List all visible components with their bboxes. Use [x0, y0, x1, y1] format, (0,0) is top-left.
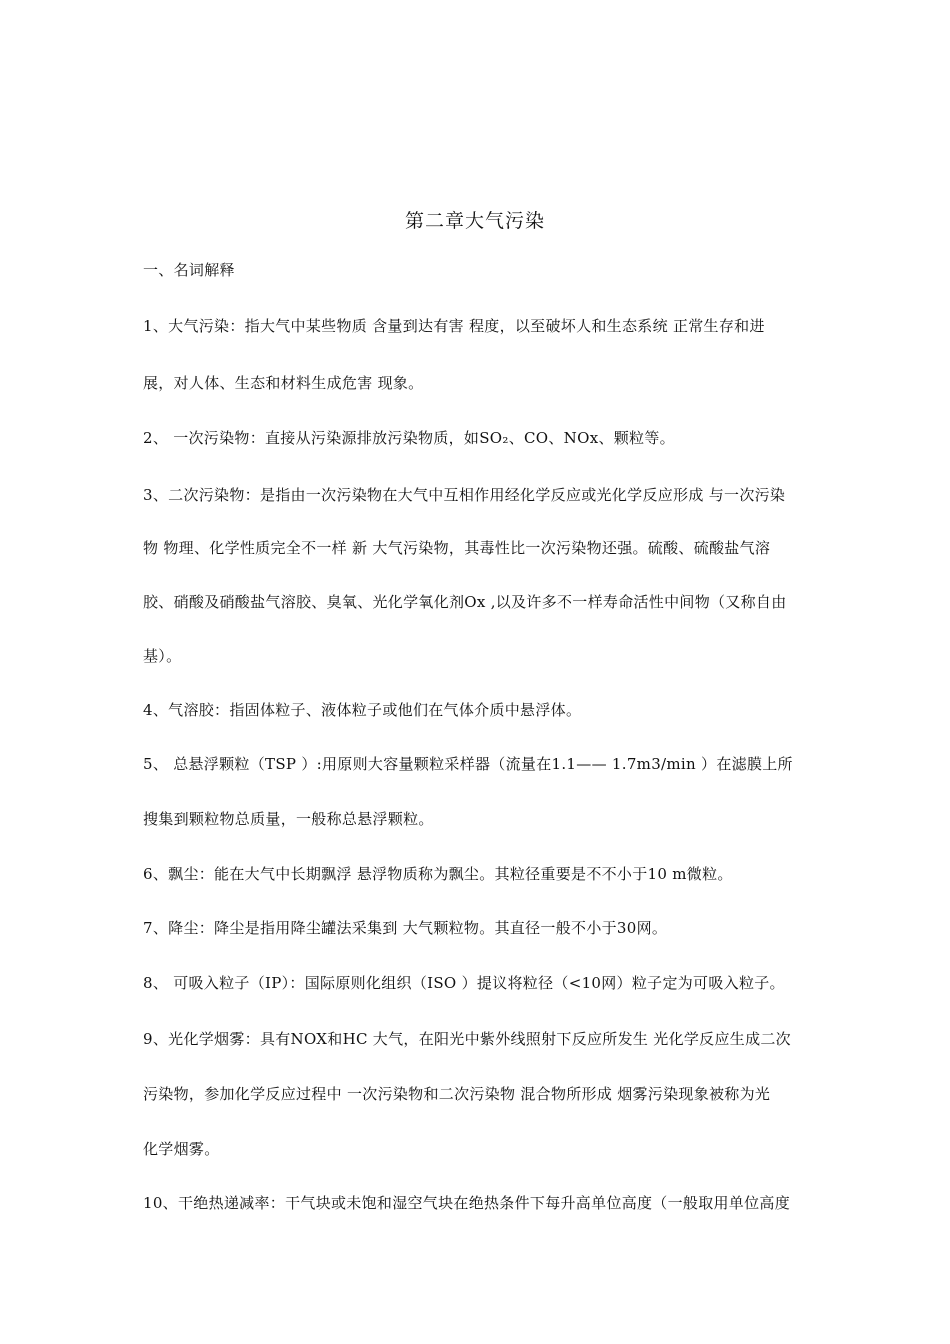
paragraph-line: 3、二次污染物：是指由一次污染物在大气中互相作用经化学反应或光化学反应形成 与一次污染 [143, 486, 786, 504]
paragraph-line: 8、 可吸入粒子（IP）：国际原则化组织（ISO ）提议将粒径（<10网）粒子定为可吸入粒子。 [143, 974, 785, 992]
paragraph-line: 基）。 [143, 647, 182, 665]
paragraph-line: 胶、硝酸及硝酸盐气溶胶、臭氧、光化学氧化剂Ox ,以及许多不一样寿命活性中间物（又称自由 [143, 593, 787, 611]
paragraph-line: 1、大气污染：指大气中某些物质 含量到达有害 程度，以至破坏人和生态系统 正常生存和进 [143, 317, 765, 335]
section-heading: 一、名词解释 [143, 261, 235, 279]
paragraph-line: 2、 一次污染物：直接从污染源排放污染物质，如SO₂、CO、NOx、颗粒等。 [143, 429, 675, 447]
paragraph-line: 9、光化学烟雾：具有NOX和HC 大气，在阳光中紫外线照射下反应所发生 光化学反应生成二次 [143, 1030, 791, 1048]
paragraph-line: 污染物，参加化学反应过程中 一次污染物和二次污染物 混合物所形成 烟雾污染现象被称为光 [143, 1085, 771, 1103]
paragraph-line: 6、飘尘：能在大气中长期飘浮 悬浮物质称为飘尘。其粒径重要是不不小于10 m微粒。 [143, 865, 733, 883]
paragraph-line: 4、气溶胶：指固体粒子、液体粒子或他们在气体介质中悬浮体。 [143, 701, 582, 719]
paragraph-line: 化学烟雾。 [143, 1140, 220, 1158]
paragraph-line: 展，对人体、生态和材料生成危害 现象。 [143, 374, 424, 392]
paragraph-line: 7、降尘：降尘是指用降尘罐法采集到 大气颗粒物。其直径一般不小于30网。 [143, 919, 668, 937]
paragraph-line: 搜集到颗粒物总质量，一般称总悬浮颗粒。 [143, 810, 434, 828]
paragraph-line: 5、 总悬浮颗粒（TSP ）:用原则大容量颗粒采样器（流量在1.1—— 1.7m3/min ）在滤膜上所 [143, 755, 793, 773]
paragraph-line: 10、干绝热递减率：干气块或未饱和湿空气块在绝热条件下每升高单位高度（一般取用单位高度 [143, 1194, 790, 1212]
document-title: 第二章大气污染 [404, 210, 545, 232]
paragraph-line: 物 物理、化学性质完全不一样 新 大气污染物，其毒性比一次污染物还强。硫酸、硫酸盐气溶 [143, 539, 771, 557]
